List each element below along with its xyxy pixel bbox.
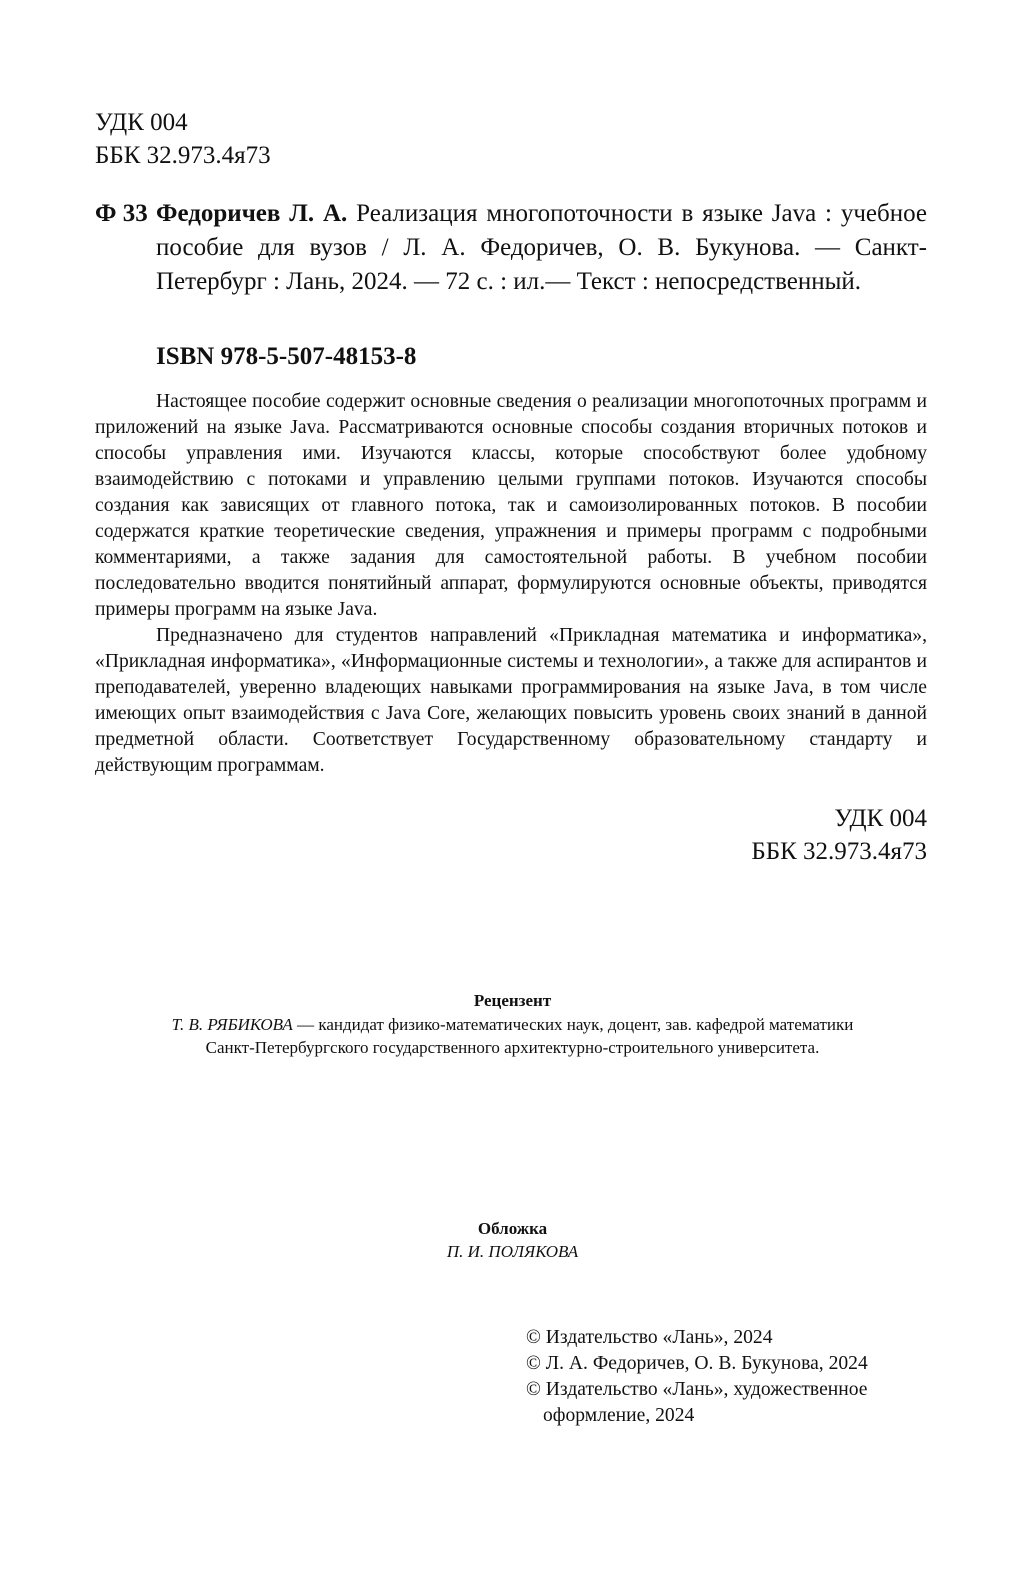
isbn: ISBN 978-5-507-48153-8 [156,343,417,370]
reviewer-details: — кандидат физико-математических наук, доцент, зав. кафедрой математики [292,1015,854,1034]
copyright-line: оформление, 2024 [543,1405,695,1426]
annotation-paragraph: Настоящее пособие содержит основные сведения о реализации многопоточных программ и приложений на языке Java. Рассматриваются основные способы создания вторичных потоков и способы управления ими. Изучаются классы, которые способствуют более удобному взаимодействию с потоками и управлению целыми группами потоков. Изучаются способы создания как зависящих от главного потока, так и самоизолированных потоков. В пособии содержатся краткие теоретические сведения, упражнения и примеры программ с подробными комментариями, а также задания для самостоятельной работы. В учебном пособии последовательно вводится понятийный аппарат, формулируются основные объекты, приводятся примеры программ на языке Java. [95,391,927,620]
bbk-code: ББК 32.973.4я73 [751,838,927,865]
bbk-code: ББК 32.973.4я73 [95,142,271,169]
catalog-entry [95,197,927,299]
reviewer-affiliation: Санкт-Петербургского государственного архитектурно-строительного университета. [205,1038,820,1057]
reviewer-info [0,1013,1025,1059]
annotation-paragraph: Предназначено для студентов направлений «Прикладная математика и информатика», «Прикладная информатика», «Информационные системы и технологии», а также для аспирантов и преподавателей, уверенно владеющих навыками программирования на языке Java, в том числе имеющих опыт взаимодействия с Java Core, желающих повысить уровень своих знаний в данной предметной области. Соответствует Государственному образовательному стандарту и действующим программам. [95,625,927,776]
copyright-line: © Издательство «Лань», художественное [526,1379,868,1400]
reviewer-name: Т. В. РЯБИКОВА [171,1015,293,1034]
copyright-block [526,1325,868,1429]
copyright-line: © Л. А. Федоричев, О. В. Букунова, 2024 [526,1353,868,1374]
author-name: Федоричев Л. А. [156,200,348,227]
author-mark: Ф 33 [95,200,148,227]
udk-code: УДК 004 [95,109,188,136]
reviewer-line [0,1013,1025,1036]
copyright-line: © Издательство «Лань», 2024 [526,1327,773,1348]
description-text: Реализация многопоточности в языке Java : учебное пособие для вузов / Л. А. Федоричев, О. В. Букунова. — Санкт-Петербург : Лань, 2024. — 72 с. : ил.— Текст : непосредственный. [156,200,928,295]
cover-designer: П. И. ПОЛЯКОВА [446,1242,579,1261]
classification-top [95,106,271,172]
classification-bottom [751,802,927,868]
annotation [95,389,927,779]
reviewer-heading: Рецензент [473,991,552,1010]
cover-heading: Обложка [477,1219,548,1238]
bibliographic-description [156,197,927,299]
udk-code: УДК 004 [834,805,927,832]
